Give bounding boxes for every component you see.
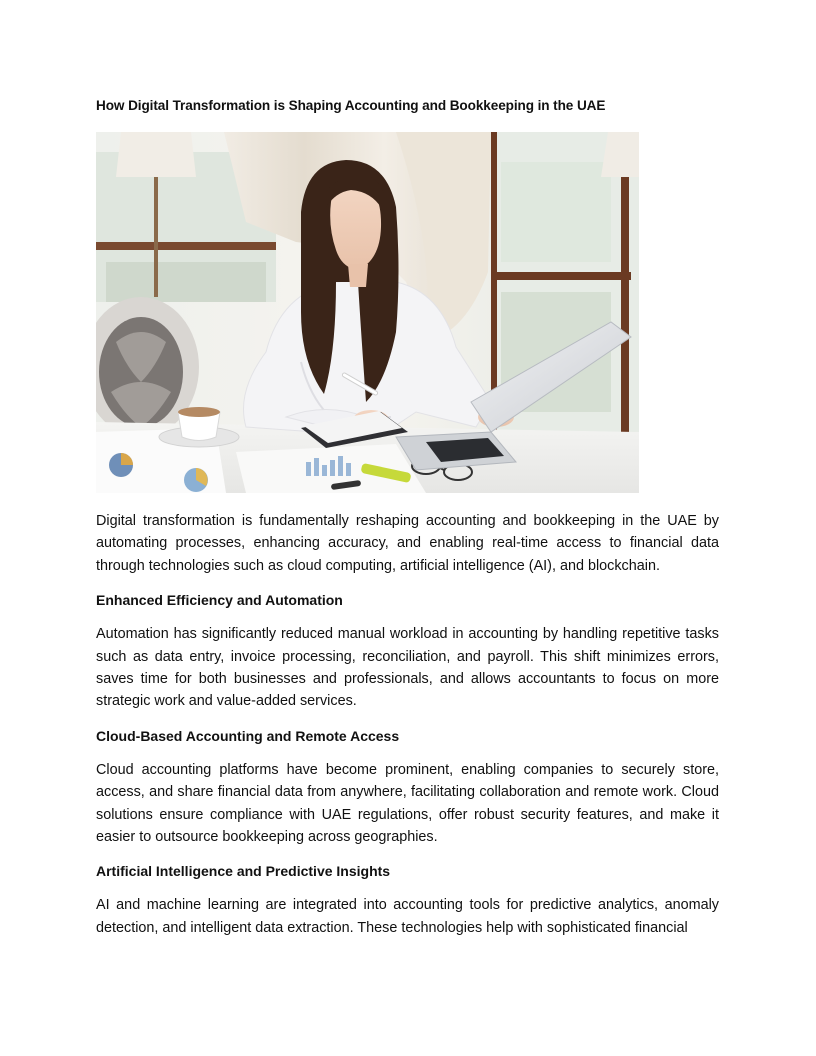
section-body-cloud: Cloud accounting platforms have become prominent, enabling companies to securely store, access, and share financial data from anywhere, facilitating collaboration and remote work. Cloud solutions ensure compliance with UAE regulations, offer robust security features, and make it easier to outsource bookkeeping across geographies. bbox=[96, 761, 719, 846]
section-heading-cloud: Cloud-Based Accounting and Remote Access bbox=[96, 727, 400, 744]
section-heading-efficiency: Enhanced Efficiency and Automation bbox=[96, 592, 343, 609]
document-body bbox=[96, 96, 719, 939]
hero-photo bbox=[96, 132, 639, 493]
section-body-efficiency: Automation has significantly reduced manual workload in accounting by handling repetitive tasks such as data entry, invoice processing, reconciliation, and payroll. This shift minimizes errors, saves time for both businesses and professionals, and allows accountants to focus on more strategic work and value-added services. bbox=[96, 626, 719, 710]
page-title: How Digital Transformation is Shaping Accounting and Bookkeeping in the UAE bbox=[96, 98, 606, 113]
intro-paragraph: Digital transformation is fundamentally reshaping accounting and bookkeeping in the UAE by automating processes, enhancing accuracy, and enabling real-time access to financial data through technologies such as cloud computing, artificial intelligence (AI), and blockchain. bbox=[96, 513, 719, 574]
section-heading-ai: Artificial Intelligence and Predictive Insights bbox=[96, 863, 391, 880]
woman-at-laptop-illustration bbox=[96, 132, 639, 493]
section-body-ai: AI and machine learning are integrated into accounting tools for predictive analytics, anomaly detection, and intelligent data extraction. These technologies help with sophisticated financial bbox=[96, 897, 719, 936]
